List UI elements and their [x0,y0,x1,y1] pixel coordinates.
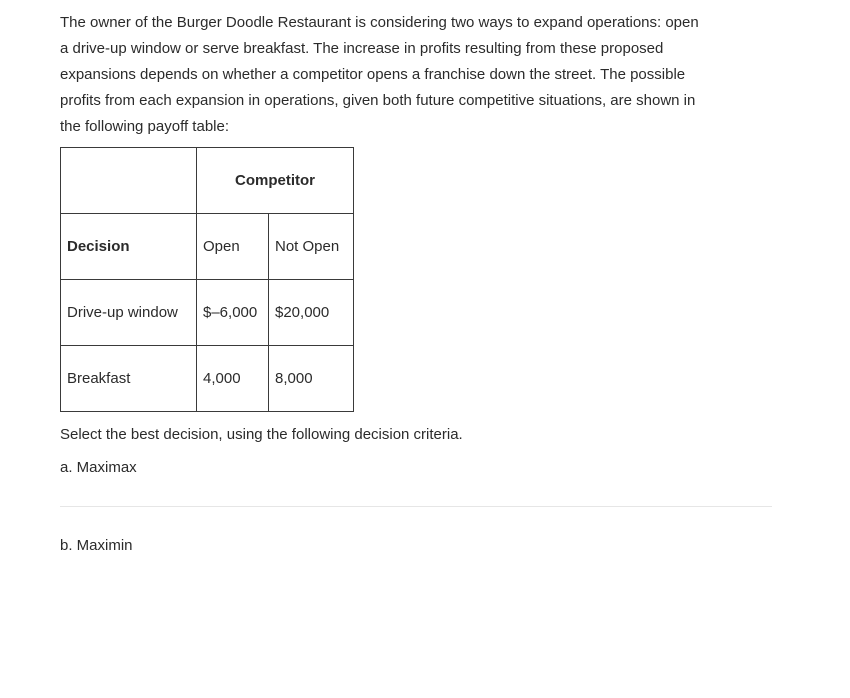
table-row [61,280,354,346]
column-header-not-open: Not Open [269,214,354,280]
competitor-header: Competitor [197,148,354,214]
part-a-label: a. Maximax [60,459,137,476]
cell-drive-up-not-open: $20,000 [269,280,354,346]
cell-drive-up-open: $–6,000 [197,280,269,346]
column-header-open: Open [197,214,269,280]
instruction-text: Select the best decision, using the following decision criteria. [60,426,463,443]
row-label-drive-up-window: Drive-up window [61,280,197,346]
intro-line: The owner of the Burger Doodle Restaurant is considering two ways to expand operations: open [60,14,699,31]
intro-line: expansions depends on whether a competitor opens a franchise down the street. The possible [60,66,686,83]
divider [60,506,772,507]
question-content [60,10,775,554]
table-corner-cell [61,148,197,214]
row-label-breakfast: Breakfast [61,346,197,412]
cell-breakfast-not-open: 8,000 [269,346,354,412]
intro-line: profits from each expansion in operations, given both future competitive situations, are shown in [60,92,696,109]
payoff-table [60,147,354,412]
intro-line: the following payoff table: [60,118,230,135]
intro-line: a drive-up window or serve breakfast. The increase in profits resulting from these proposed [60,40,664,57]
part-b-label: b. Maximin [60,537,133,554]
decision-header: Decision [61,214,197,280]
table-row [61,346,354,412]
cell-breakfast-open: 4,000 [197,346,269,412]
table-subheader-row [61,214,354,280]
table-header-row [61,148,354,214]
problem-statement [60,10,775,140]
